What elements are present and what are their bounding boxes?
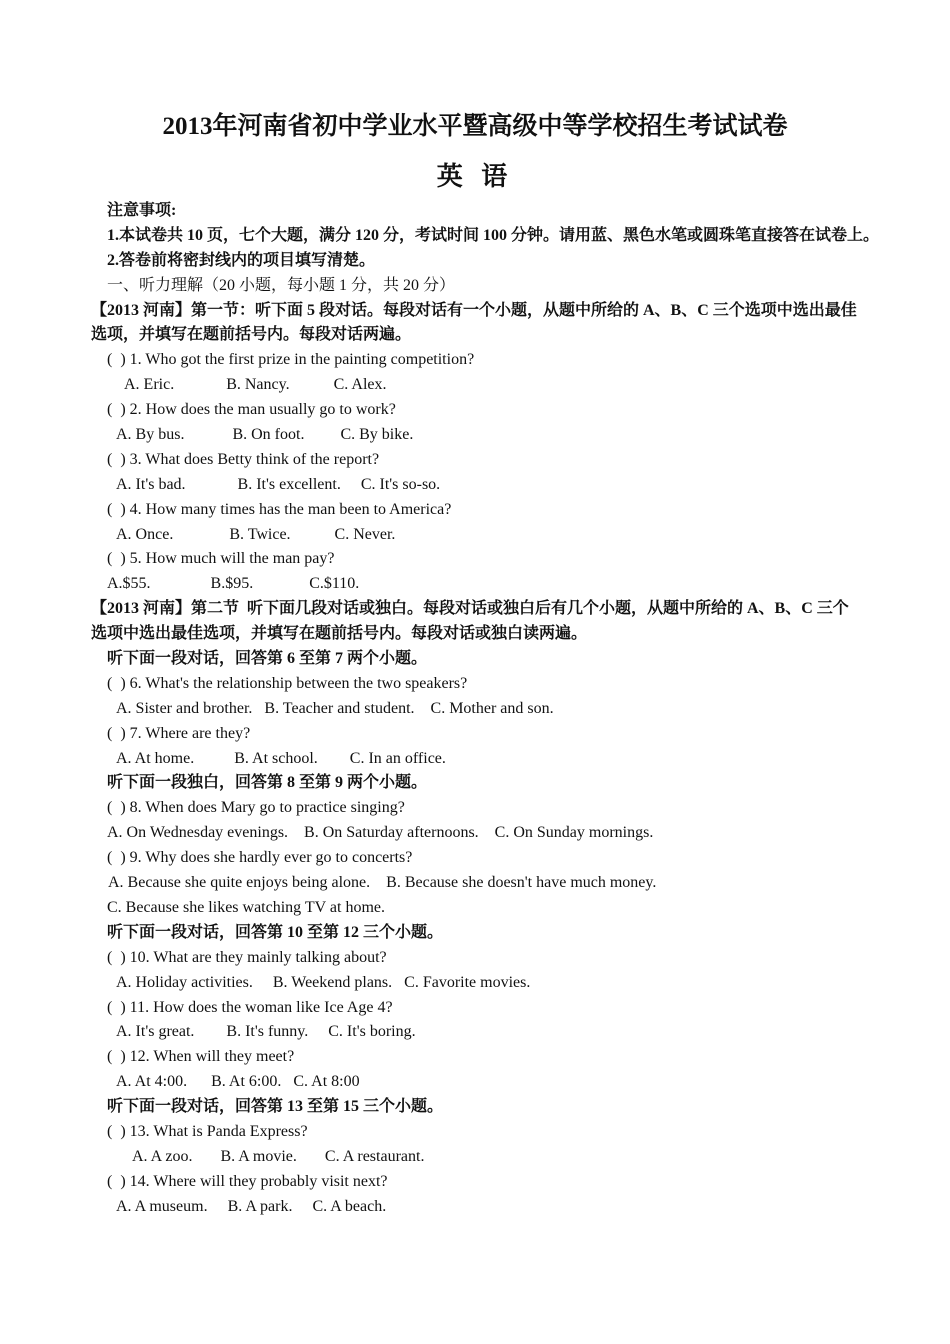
document-line: 选项，并填写在题前括号内。每段对话两遍。 [91, 326, 412, 344]
document-line: ( ) 3. What does Betty think of the report? [107, 450, 380, 468]
document-line: A. Holiday activities. B. Weekend plans. C. Favorite movies. [116, 973, 531, 991]
document-line: ( ) 10. What are they mainly talking about? [107, 948, 387, 966]
document-line: A. Because she quite enjoys being alone. B. Because she doesn't have much money. [108, 874, 657, 892]
document-line: ( ) 2. How does the man usually go to work? [107, 401, 396, 419]
document-line: ( ) 4. How many times has the man been to America? [107, 500, 452, 518]
document-line: ( ) 9. Why does she hardly ever go to concerts? [107, 849, 413, 867]
document-line: 听下面一段对话，回答第 6 至第 7 两个小题。 [107, 650, 428, 668]
document-line: A. Once. B. Twice. C. Never. [116, 525, 396, 543]
exam-content [91, 199, 881, 1220]
document-line: C. Because she likes watching TV at home. [107, 898, 386, 916]
document-line: A. It's bad. B. It's excellent. C. It's so-so. [116, 475, 441, 493]
document-line: 1.本试卷共 10 页，七个大题，满分 120 分，考试时间 100 分钟。请用蓝、黑色水笔或圆珠笔直接答在试卷上。 [107, 226, 880, 244]
document-line: 2.答卷前将密封线内的项目填写清楚。 [107, 251, 376, 269]
document-line: A.$55. B.$95. C.$110. [107, 575, 360, 593]
document-line: ( ) 6. What's the relationship between the two speakers? [107, 674, 468, 692]
page-title: 2013年河南省初中学业水平暨高级中等学校招生考试试卷 [162, 113, 788, 140]
document-line: A. At 4:00. B. At 6:00. C. At 8:00 [116, 1073, 360, 1091]
document-line: ( ) 14. Where will they probably visit next? [107, 1172, 388, 1190]
document-line: 【2013 河南】第一节：听下面 5 段对话。每段对话有一个小题，从题中所给的 A、B、C 三个选项中选出最佳 [91, 301, 857, 319]
document-line: ( ) 12. When will they meet? [107, 1048, 295, 1066]
document-line: A. Sister and brother. B. Teacher and student. C. Mother and son. [116, 699, 554, 717]
document-line: A. At home. B. At school. C. In an office. [116, 749, 446, 767]
document-line: A. Eric. B. Nancy. C. Alex. [124, 376, 387, 394]
document-line: ( ) 11. How does the woman like Ice Age 4? [107, 998, 393, 1016]
subject-title: 英 语 [436, 162, 514, 191]
document-line: A. It's great. B. It's funny. C. It's boring. [116, 1023, 416, 1041]
document-line: A. A zoo. B. A movie. C. A restaurant. [132, 1147, 425, 1165]
document-line: 注意事项: [107, 202, 177, 219]
document-line: ( ) 5. How much will the man pay? [107, 550, 335, 568]
document-line: 听下面一段独白，回答第 8 至第 9 两个小题。 [107, 774, 428, 792]
document-line: ( ) 1. Who got the first prize in the painting competition? [107, 351, 475, 369]
document-line: ( ) 7. Where are they? [107, 724, 251, 742]
document-line: 听下面一段对话，回答第 13 至第 15 三个小题。 [107, 1098, 444, 1116]
document-line: ( ) 13. What is Panda Express? [107, 1122, 308, 1140]
document-line: 【2013 河南】第二节 听下面几段对话或独白。每段对话或独白后有几个小题，从题中所给的 A、B、C 三个 [91, 600, 849, 618]
document-line: ( ) 8. When does Mary go to practice singing? [107, 799, 405, 817]
document-line: A. On Wednesday evenings. B. On Saturday afternoons. C. On Sunday mornings. [107, 824, 654, 842]
document-line: 一、听力理解（20 小题，每小题 1 分，共 20 分） [107, 276, 456, 294]
document-line: A. A museum. B. A park. C. A beach. [116, 1197, 387, 1215]
document-line: 选项中选出最佳选项，并填写在题前括号内。每段对话或独白读两遍。 [91, 625, 588, 643]
document-line: A. By bus. B. On foot. C. By bike. [116, 426, 414, 444]
document-line: 听下面一段对话，回答第 10 至第 12 三个小题。 [107, 923, 444, 941]
